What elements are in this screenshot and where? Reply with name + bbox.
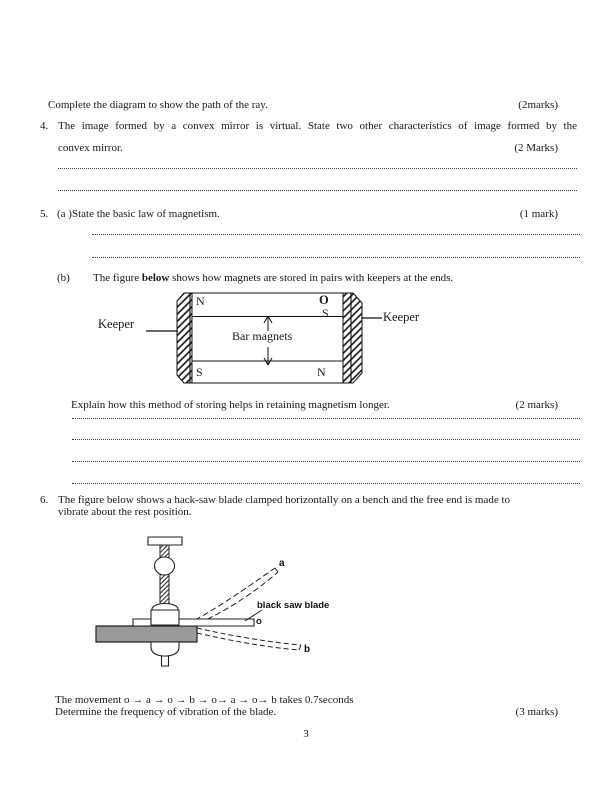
intro-marks: (2marks)	[518, 99, 558, 111]
clamp-rod	[160, 545, 169, 607]
pole-top-right-extra: O	[319, 293, 329, 307]
q5b-text-pre: The figure	[93, 272, 142, 284]
page-number: 3	[303, 728, 309, 740]
bar-magnets-label: Bar magnets	[232, 329, 293, 343]
q5b-label: (b)	[57, 272, 70, 284]
hacksaw-blade-figure	[90, 530, 350, 675]
blade-position-b	[197, 628, 301, 650]
q6-number: 6.	[40, 494, 49, 506]
determine-text: Determine the frequency of vibration of the blade.	[55, 706, 277, 718]
explain-answer-line-3	[72, 461, 580, 462]
q5a-marks: (1 mark)	[519, 208, 558, 220]
pole-top-left: N	[196, 294, 205, 308]
clamp-foot	[151, 642, 179, 656]
left-keeper	[177, 293, 192, 383]
q4-answer-line-1	[58, 168, 577, 169]
label-b: b	[304, 644, 311, 655]
explain-text: Explain how this method of storing helps in retaining magnetism longer.	[71, 399, 390, 411]
label-a: a	[279, 558, 285, 569]
blade-label: black saw blade	[257, 600, 330, 611]
pole-bottom-left: S	[196, 365, 203, 379]
q5-number: 5.	[40, 208, 49, 220]
explain-answer-line-1	[72, 418, 580, 419]
q4-line1: The image formed by a convex mirror is virtual. State two other characteristics of image formed by the	[58, 120, 577, 132]
explain-answer-line-2	[72, 439, 580, 440]
q4-number: 4.	[40, 120, 49, 132]
clamp-ball	[155, 557, 175, 575]
label-o: o	[256, 616, 262, 627]
pole-bottom-right: N	[317, 365, 326, 379]
q5a-text: (a )State the basic law of magnetism.	[57, 208, 220, 220]
clamp-body	[151, 610, 179, 625]
right-keeper	[343, 293, 362, 383]
q4-answer-line-2	[58, 190, 577, 191]
q6-line2: vibrate about the rest position.	[58, 506, 192, 518]
explain-marks: (2 marks)	[515, 399, 558, 411]
q5a-answer-line-2	[92, 257, 580, 258]
q5b-text-bold: below	[141, 272, 170, 284]
explain-answer-line-4	[72, 483, 580, 484]
q5a-answer-line-1	[92, 234, 580, 235]
clamp-handle	[148, 537, 182, 545]
q4-marks: (2 Marks)	[514, 142, 558, 154]
q6-line1: The figure below shows a hack-saw blade clamped horizontally on a bench and the free end is made to	[58, 494, 511, 506]
movement-text: The movement o → a → o → b → o→ a → o→ b takes 0.7seconds	[55, 694, 354, 706]
q5b-text	[93, 272, 453, 286]
q6-marks: (3 marks)	[515, 706, 558, 718]
q5b-text-post: shows how magnets are stored in pairs with keepers at the ends.	[169, 272, 454, 284]
magnet-keeper-figure	[90, 288, 430, 390]
bench	[96, 626, 197, 642]
down-arrow	[264, 347, 272, 365]
blade-position-a	[195, 568, 278, 623]
pole-top-right: S	[322, 306, 329, 320]
intro-text: Complete the diagram to show the path of the ray.	[48, 99, 268, 111]
q4-line2: convex mirror.	[58, 142, 123, 154]
clamp-screw-tip	[162, 656, 169, 666]
keeper-label-left: Keeper	[98, 317, 135, 331]
keeper-label-right: Keeper	[383, 310, 420, 324]
